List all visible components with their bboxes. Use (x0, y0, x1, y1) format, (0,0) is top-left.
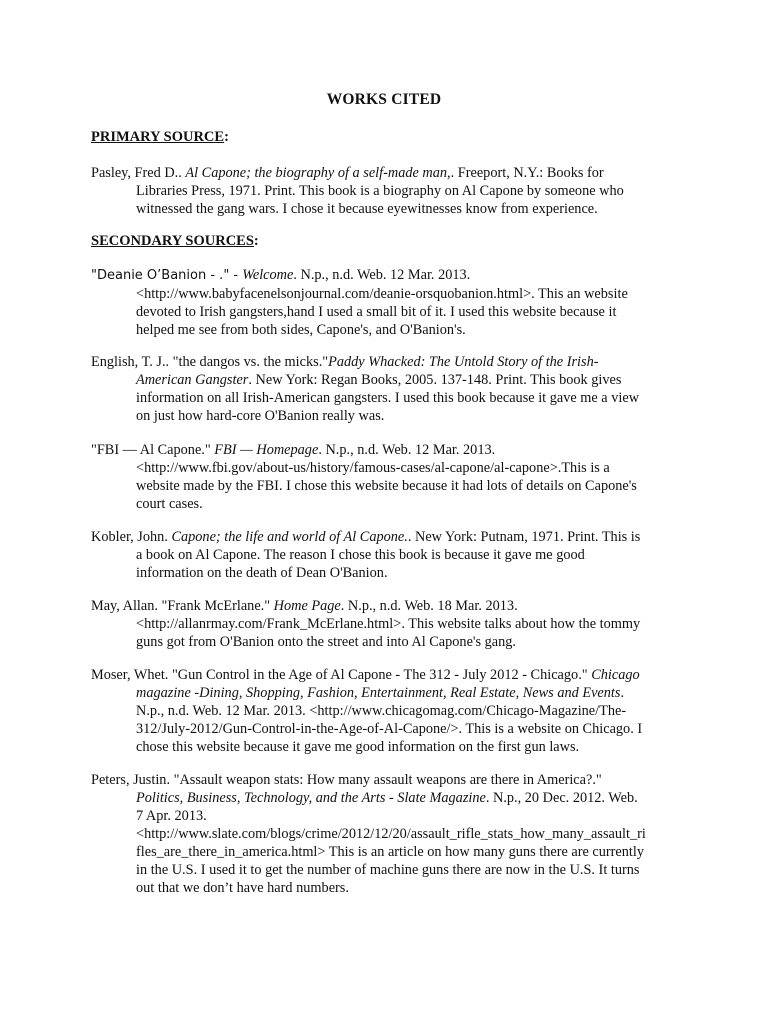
citation-title-text: Paddy Whacked: The Untold Story of the Irish- (328, 354, 599, 370)
citation-text: . New York: Putnam, 1971. Print. This is (407, 529, 641, 545)
citation-text: Moser, Whet. "Gun Control in the Age of Al Capone - The 312 - July 2012 - Chicago." (91, 667, 592, 683)
citation-text: <http://www.babyfacenelsonjournal.com/deanie-orsquobanion.html>. This an website (136, 286, 628, 302)
secondary-sources-heading-colon: : (253, 233, 259, 249)
citation-line (91, 861, 691, 879)
citation-entry (91, 597, 691, 651)
citation-title-text: FBI — Homepage (214, 442, 319, 458)
citation-text: Kobler, John. (91, 529, 172, 545)
citation-line (91, 164, 691, 182)
citation-title-text: Welcome (242, 267, 294, 283)
citation-text: Libraries Press, 1971. Print. This book is a biography on Al Capone by someone who (136, 183, 624, 199)
citation-line (91, 738, 691, 756)
citation-text: helped me see from both sides, Capone's, and O'Banion's. (136, 322, 466, 338)
citation-text: <http://www.slate.com/blogs/crime/2012/12/20/assault_rifle_stats_how_many_assault_ri (136, 826, 646, 842)
citation-text: <http://www.fbi.gov/about-us/history/famous-cases/al-capone/al-capone>.This is a (136, 460, 610, 476)
citation-entry (91, 353, 691, 425)
citation-text: witnessed the gang wars. I chose it because eyewitnesses know from experience. (136, 201, 598, 217)
citation-text: a book on Al Capone. The reason I chose this book is because it gave me good (136, 547, 585, 563)
citation-text: 312/July-2012/Gun-Control-in-the-Age-of-Al-Capone/>. This is a website on Chicago. I (136, 721, 643, 737)
citation-line (91, 389, 691, 407)
citation-entry (91, 441, 691, 513)
citation-line (91, 597, 691, 615)
citation-text: . New York: Regan Books, 2005. 137-148. Print. This book gives (248, 372, 622, 388)
citation-text: May, Allan. "Frank McErlane." (91, 598, 274, 614)
citation-line (91, 684, 691, 702)
citation-text: in the U.S. I used it to get the number of machine guns there are now in the U.S. It turns (136, 862, 640, 878)
citation-text: on just how hard-core O'Banion really was. (136, 408, 385, 424)
citation-line (91, 285, 691, 303)
citation-line (91, 303, 691, 321)
citation-entry (91, 771, 691, 897)
citation-line (91, 459, 691, 477)
citation-line (91, 371, 691, 389)
citation-line (91, 843, 691, 861)
citation-line (91, 407, 691, 425)
citation-entry (91, 666, 691, 756)
citation-line (91, 182, 691, 200)
citation-title-text: magazine -Dining, Shopping, Fashion, Entertainment, Real Estate, News and Events (136, 685, 621, 701)
citation-line (91, 789, 691, 807)
citation-line (91, 546, 691, 564)
citation-line (91, 879, 691, 897)
citation-text: <http://allanrmay.com/Frank_McErlane.html>. This website talks about how the tommy (136, 616, 641, 632)
citation-entry (91, 528, 691, 582)
citation-line (91, 564, 691, 582)
primary-source-heading-text: PRIMARY SOURCE (91, 129, 225, 145)
citation-line (91, 702, 691, 720)
citation-line (91, 807, 691, 825)
citation-text: guns got from O'Banion onto the street and into Al Capone's gang. (136, 634, 516, 650)
citation-text: . N.p., 20 Dec. 2012. Web. (485, 790, 638, 806)
citation-text: . (620, 685, 625, 701)
page-title: WORKS CITED (326, 91, 442, 108)
citation-line (91, 633, 691, 651)
citation-text: devoted to Irish gangsters,hand I used a small bit of it. I used this website because it (136, 304, 617, 320)
citation-line (91, 441, 691, 459)
citation-text: English, T. J.. "the dangos vs. the micks." (91, 354, 329, 370)
citation-text: out that we don’t have hard numbers. (136, 880, 349, 896)
citation-line (91, 720, 691, 738)
citation-line (91, 353, 691, 371)
citation-text: fles_are_there_in_america.html> This is an article on how many guns there are currently (136, 844, 645, 860)
citation-title-text: Chicago (591, 667, 640, 683)
citation-text: information on all Irish-American gangsters. I used this book because it gave me a view (136, 390, 640, 406)
citation-title-text: Politics, Business, Technology, and the Arts - Slate Magazine (136, 790, 486, 806)
citation-line (91, 825, 691, 843)
citation-text: Peters, Justin. "Assault weapon stats: How many assault weapons are there in America?." (91, 772, 602, 788)
primary-source-heading (91, 129, 229, 146)
citation-title-text: Home Page (273, 598, 341, 614)
citation-text: 7 Apr. 2013. (136, 808, 207, 824)
primary-source-heading-colon: : (224, 129, 229, 145)
citation-text: N.p., n.d. Web. 12 Mar. 2013. <http://www.chicagomag.com/Chicago-Magazine/The- (136, 703, 627, 719)
citation-entry (91, 164, 691, 218)
citation-text: information on the death of Dean O'Banion. (136, 565, 388, 581)
citation-title-text: Al Capone; the biography of a self-made man, (185, 165, 451, 181)
citation-text: "Deanie O’Banion - ." - (91, 268, 243, 283)
citation-line (91, 495, 691, 513)
citation-text: Pasley, Fred D.. (91, 165, 186, 181)
citation-line (91, 666, 691, 684)
secondary-sources-heading-text: SECONDARY SOURCES (91, 233, 254, 249)
citation-text: chose this website because it gave me good information on the first gun laws. (136, 739, 580, 755)
citation-line (91, 200, 691, 218)
citation-text: website made by the FBI. I chose this website because it had lots of details on Capone's (136, 478, 637, 494)
citation-line (91, 321, 691, 339)
citation-text: . Freeport, N.Y.: Books for (450, 165, 604, 181)
citation-title-text: Capone; the life and world of Al Capone. (171, 529, 408, 545)
citation-text: . N.p., n.d. Web. 12 Mar. 2013. (318, 442, 496, 458)
citation-entry (91, 266, 691, 339)
citation-line (91, 771, 691, 789)
citation-line (91, 477, 691, 495)
citation-text: "FBI — Al Capone." (91, 442, 215, 458)
citation-text: . N.p., n.d. Web. 12 Mar. 2013. (293, 267, 471, 283)
citation-line (91, 266, 691, 285)
citation-text: court cases. (136, 496, 203, 512)
secondary-sources-heading (91, 233, 259, 250)
citation-title-text: American Gangster (136, 372, 249, 388)
citation-line (91, 528, 691, 546)
citation-text: . N.p., n.d. Web. 18 Mar. 2013. (340, 598, 518, 614)
citation-line (91, 615, 691, 633)
